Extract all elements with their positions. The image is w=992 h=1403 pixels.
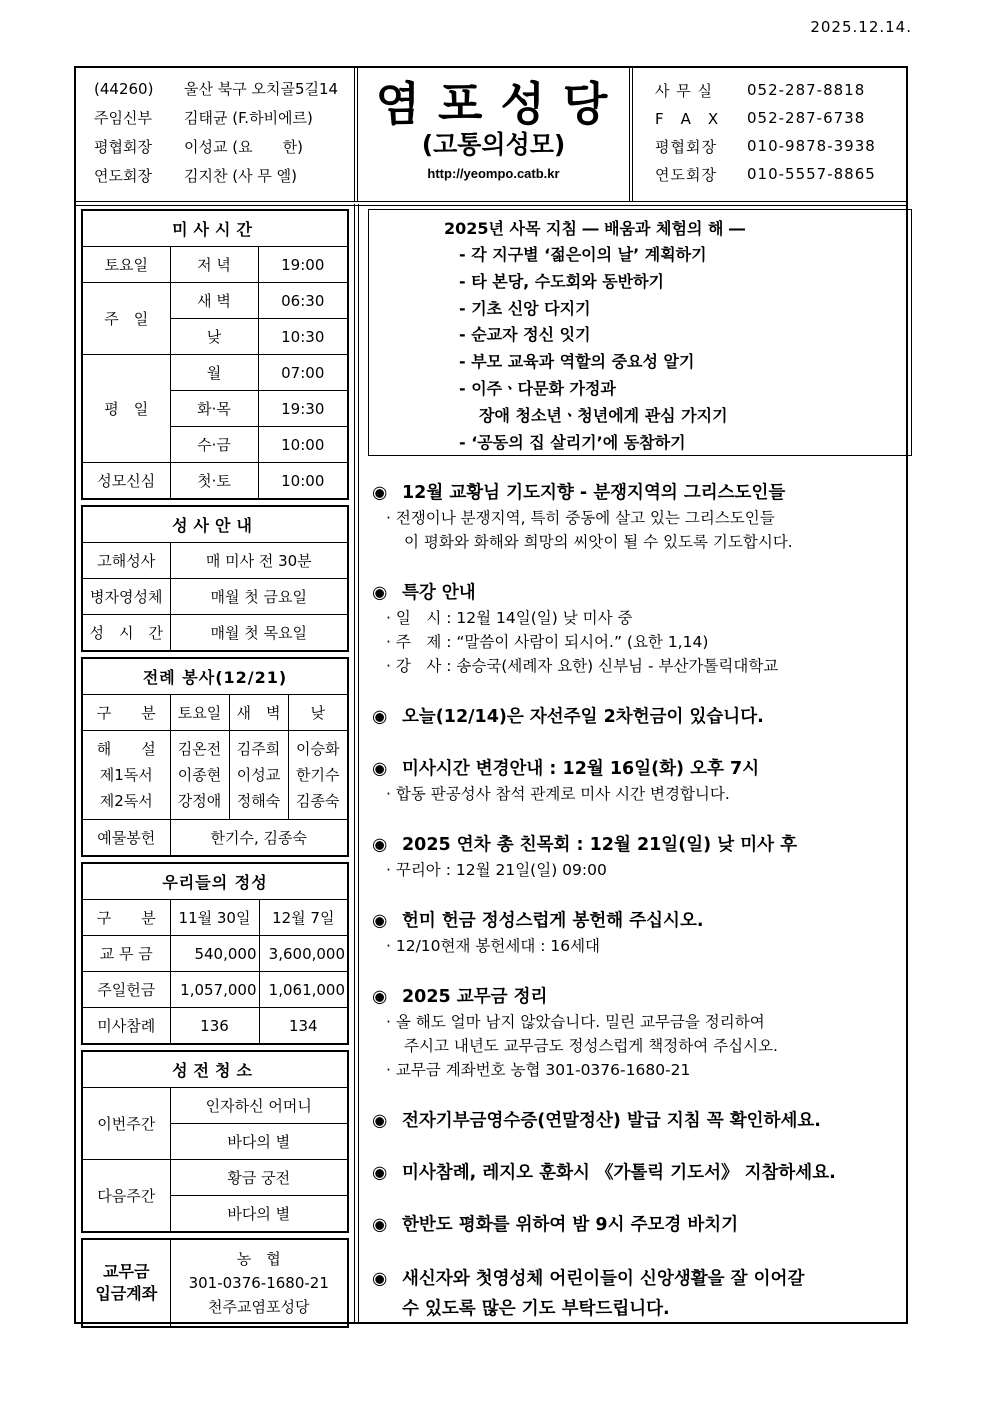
- contact-number: 010-5557-8865: [747, 165, 876, 183]
- liturgy-service-title: 전례 봉사(12/21): [82, 658, 348, 695]
- notice-title: 한반도 평화를 위하여 밤 9시 주모경 바치기: [402, 1215, 739, 1235]
- notice-title: 2025 교무금 정리: [402, 987, 548, 1007]
- notices-list: [362, 456, 906, 1324]
- parish-title: 염포성당: [375, 77, 626, 131]
- column-divider: [354, 204, 359, 1322]
- sacrament-label: 성 시 간: [82, 615, 170, 652]
- mass-times-title: 미사시간: [82, 210, 348, 247]
- info-label: 평협회장: [94, 138, 152, 156]
- account-holder: 천주교염포성당: [208, 1298, 310, 1316]
- mass-time: 10:30: [258, 319, 348, 355]
- sacrament-value: 매월 첫 금요일: [170, 579, 348, 615]
- sacrament-value: 매월 첫 목요일: [170, 615, 348, 652]
- sacraments-table: [81, 505, 349, 652]
- offerings-title: 우리들의 정성: [82, 863, 348, 900]
- sacrament-label: 고해성사: [82, 543, 170, 579]
- contact-label: 사 무 실: [655, 81, 714, 100]
- server-name: 김온전: [177, 740, 222, 758]
- account-label-line: 입금계좌: [95, 1284, 158, 1303]
- notice-prayer-intention: [372, 480, 906, 554]
- parish-title-block: [357, 68, 630, 201]
- account-number: 301-0376-1680-21: [188, 1274, 329, 1292]
- account-details: [170, 1239, 348, 1327]
- account-label-line: 교무금: [103, 1262, 150, 1281]
- cleaning-group: 바다의 별: [170, 1196, 348, 1233]
- contact-label: 연도회장: [655, 165, 717, 184]
- notice-line: · 꾸리아 : 12월 21일(일) 09:00: [386, 861, 607, 879]
- header-divider: [76, 201, 906, 206]
- notice-annual-meeting: [372, 832, 906, 882]
- notice-charity-collection: [372, 704, 906, 730]
- mass-sub: 새 벽: [170, 283, 258, 319]
- radio-bullet-icon: ◉: [372, 1269, 388, 1289]
- attendance-count: 136: [170, 1008, 259, 1045]
- radio-bullet-icon: ◉: [372, 987, 388, 1007]
- notice-parish-dues: [372, 984, 906, 1082]
- info-row-pastor: [76, 103, 354, 132]
- sacrament-label: 병자영성체: [82, 579, 170, 615]
- radio-bullet-icon: ◉: [372, 483, 388, 503]
- radio-bullet-icon: ◉: [372, 759, 388, 779]
- mass-group: 성모신심: [82, 463, 170, 500]
- notice-line: 이 평화와 화해와 희망의 씨앗이 될 수 있도록 기도합시다.: [404, 533, 793, 551]
- radio-bullet-icon: ◉: [372, 583, 388, 603]
- next-week-label: 다음주간: [82, 1160, 170, 1233]
- notice-line: 주시고 내년도 교무금도 정성스럽게 책정하여 주십시오.: [404, 1037, 778, 1055]
- mass-group: 토요일: [82, 247, 170, 283]
- server-name: 정해숙: [236, 792, 281, 810]
- notice-title: 전자기부금영수증(연말정산) 발급 지침 꼭 확인하세요.: [402, 1111, 821, 1131]
- account-label: [82, 1239, 170, 1327]
- offering-row-label: 주일헌금: [82, 972, 170, 1008]
- notice-title: 새신자와 첫영성체 어린이들이 신앙생활을 잘 이어갈: [402, 1269, 805, 1289]
- mass-sub: 저 녁: [170, 247, 258, 283]
- notice-line: · 합동 판공성사 참석 관계로 미사 시간 변경합니다.: [386, 785, 730, 803]
- mass-time: 10:00: [258, 427, 348, 463]
- notice-line: · 주 제 : “말씀이 사람이 되시어.” (요한 1,14): [386, 633, 709, 651]
- cleaning-group: 인자하신 어머니: [170, 1088, 348, 1124]
- mass-sub: 월: [170, 355, 258, 391]
- radio-bullet-icon: ◉: [372, 1163, 388, 1183]
- notice-title: 미사시간 변경안내 : 12월 16일(화) 오후 7시: [402, 759, 760, 779]
- notice-title: 12월 교황님 기도지향 - 분쟁지역의 그리스도인들: [402, 483, 786, 503]
- guideline-title: 2025년 사목 지침 ― 배움과 체험의 해 ―: [444, 219, 745, 238]
- radio-bullet-icon: ◉: [372, 911, 388, 931]
- notice-line: · 전쟁이나 분쟁지역, 특히 중동에 살고 있는 그리스도인들: [386, 509, 775, 527]
- contact-label: 평협회장: [655, 137, 717, 156]
- guideline-item: - 기초 신앙 다지기: [459, 298, 591, 318]
- col-header: 토요일: [170, 695, 229, 731]
- parish-subtitle: (고통의성모): [421, 130, 566, 159]
- mass-group: 주 일: [82, 283, 170, 355]
- postal-code: (44260): [94, 79, 154, 98]
- offering-row-label: 미사참례: [82, 1008, 170, 1045]
- offering-amount: 1,061,000: [259, 972, 348, 1008]
- guideline-item: - 부모 교육과 역할의 중요성 알기: [459, 352, 695, 372]
- dawn-cell: [229, 731, 288, 820]
- notice-line: · 올 해도 얼마 남지 않았습니다. 밀린 교무금을 정리하여: [386, 1013, 765, 1031]
- col-header: 11월 30일: [170, 900, 259, 936]
- mass-time: 10:00: [258, 463, 348, 500]
- server-name: 강정애: [177, 792, 222, 810]
- notice-line: · 교무금 계좌번호 농협 301-0376-1680-21: [386, 1061, 691, 1079]
- mass-sub: 수·금: [170, 427, 258, 463]
- offering-label: 예물봉헌: [82, 820, 170, 857]
- mass-time: 07:00: [258, 355, 348, 391]
- bulletin-date: 2025.12.14.: [810, 18, 912, 36]
- notice-special-lecture: [372, 580, 906, 678]
- offering-amount: 1,057,000: [170, 972, 259, 1008]
- contact-yeondo: [633, 160, 906, 188]
- notice-title: 미사참례, 레지오 훈화시 《가톨릭 기도서》 지참하세요.: [402, 1163, 836, 1183]
- mass-sub: 낮: [170, 319, 258, 355]
- contacts: [632, 68, 906, 201]
- left-column: [81, 209, 347, 1328]
- notice-line: · 12/10현재 봉헌세대 : 16세대: [386, 937, 601, 955]
- notice-new-believers: [372, 1264, 906, 1324]
- notice-peace-prayer: [372, 1212, 906, 1238]
- notice-prayer-book: [372, 1160, 906, 1186]
- mass-time: 19:30: [258, 391, 348, 427]
- server-name: 김종숙: [296, 792, 340, 810]
- guideline-item: - ‘공동의 집 살리기’에 동참하기: [459, 432, 686, 452]
- contact-office: [633, 76, 906, 104]
- info-value: 이성교 (요 한): [184, 138, 303, 156]
- mass-sub: 첫·토: [170, 463, 258, 500]
- info-label: 주임신부: [94, 109, 152, 127]
- parish-info: [76, 68, 355, 201]
- day-cell: [288, 731, 348, 820]
- offering-amount: 3,600,000: [259, 936, 348, 972]
- info-value: 김태균 (F.하비에르): [184, 109, 313, 127]
- contact-number: 052-287-6738: [747, 109, 866, 127]
- info-row-council: [76, 132, 354, 161]
- offerings-table: [81, 862, 349, 1045]
- server-name: 한기수: [296, 766, 340, 784]
- sacraments-title: 성사안내: [82, 506, 348, 543]
- contact-fax: [633, 104, 906, 132]
- notice-title: 오늘(12/14)은 자선주일 2차헌금이 있습니다.: [402, 707, 764, 727]
- col-header: 12월 7일: [259, 900, 348, 936]
- guideline-item: - 이주ㆍ다문화 가정과: [459, 378, 616, 398]
- cleaning-table: [81, 1050, 349, 1233]
- mass-time: 06:30: [258, 283, 348, 319]
- col-header: 낮: [288, 695, 348, 731]
- notice-title: 2025 연차 총 친목회 : 12월 21일(일) 낮 미사 후: [402, 835, 798, 855]
- info-row-address: [76, 74, 354, 103]
- saturday-cell: [170, 731, 229, 820]
- notice-rice-offering: [372, 908, 906, 958]
- attendance-count: 134: [259, 1008, 348, 1045]
- bulletin-frame: [74, 66, 908, 1324]
- parish-url-link[interactable]: http://yeompo.catb.kr: [427, 166, 560, 181]
- notice-title: 헌미 헌금 정성스럽게 봉헌해 주십시오.: [402, 911, 704, 931]
- bank-name: 농 협: [236, 1250, 281, 1268]
- col-header: 구 분: [82, 900, 170, 936]
- role-label: 해 설: [96, 740, 156, 758]
- notice-mass-time-change: [372, 756, 906, 806]
- col-header: 구 분: [82, 695, 170, 731]
- mass-sub: 화·목: [170, 391, 258, 427]
- role-label: 제2독서: [99, 792, 153, 810]
- cleaning-group: 바다의 별: [170, 1124, 348, 1160]
- radio-bullet-icon: ◉: [372, 1111, 388, 1131]
- info-value: 김지찬 (사 무 엘): [184, 167, 297, 185]
- radio-bullet-icon: ◉: [372, 1215, 388, 1235]
- guideline-item: - 순교자 정신 잇기: [459, 325, 591, 345]
- contact-council: [633, 132, 906, 160]
- mass-time: 19:00: [258, 247, 348, 283]
- role-label: 제1독서: [99, 766, 153, 784]
- notice-line: · 일 시 : 12월 14일(일) 낮 미사 중: [386, 609, 633, 627]
- notice-line: · 강 사 : 송승국(세례자 요한) 신부님 - 부산가톨릭대학교: [386, 657, 779, 675]
- notice-donation-receipt: [372, 1108, 906, 1134]
- contact-number: 010-9878-3938: [747, 137, 876, 155]
- sacrament-value: 매 미사 전 30분: [170, 543, 348, 579]
- contact-label: F A X: [655, 109, 720, 128]
- guideline-item: - 각 지구별 ‘젊은이의 날’ 계획하기: [459, 245, 707, 264]
- offering-value: 한기수, 김종숙: [170, 820, 348, 857]
- guideline-item: - 타 본당, 수도회와 동반하기: [459, 271, 665, 291]
- offering-row-label: 교 무 금: [82, 936, 170, 972]
- right-column: [362, 209, 906, 1322]
- account-table: [81, 1238, 349, 1328]
- server-name: 이성교: [236, 766, 281, 784]
- mass-group: 평 일: [82, 355, 170, 463]
- pastoral-guideline-box: [368, 209, 912, 456]
- mass-times-table: [81, 209, 349, 500]
- guideline-item-continued: 장애 청소년ㆍ청년에게 관심 가지기: [479, 405, 728, 425]
- this-week-label: 이번주간: [82, 1088, 170, 1160]
- contact-number: 052-287-8818: [747, 81, 866, 99]
- header: [76, 68, 906, 201]
- liturgy-service-table: [81, 657, 349, 857]
- server-name: 이승화: [296, 740, 340, 758]
- col-header: 새 벽: [229, 695, 288, 731]
- notice-title-continued: 수 있도록 많은 기도 부탁드립니다.: [402, 1299, 670, 1319]
- info-row-yeondo: [76, 161, 354, 190]
- address: 울산 북구 오치골5길14: [184, 80, 339, 98]
- radio-bullet-icon: ◉: [372, 707, 388, 727]
- role-cell: [82, 731, 170, 820]
- radio-bullet-icon: ◉: [372, 835, 388, 855]
- info-label: 연도회장: [94, 167, 152, 185]
- server-name: 이종현: [177, 766, 222, 784]
- cleaning-group: 황금 궁전: [170, 1160, 348, 1196]
- cleaning-title: 성전청소: [82, 1051, 348, 1088]
- server-name: 김주희: [236, 740, 281, 758]
- notice-title: 특강 안내: [402, 583, 476, 603]
- offering-amount: 540,000: [170, 936, 259, 972]
